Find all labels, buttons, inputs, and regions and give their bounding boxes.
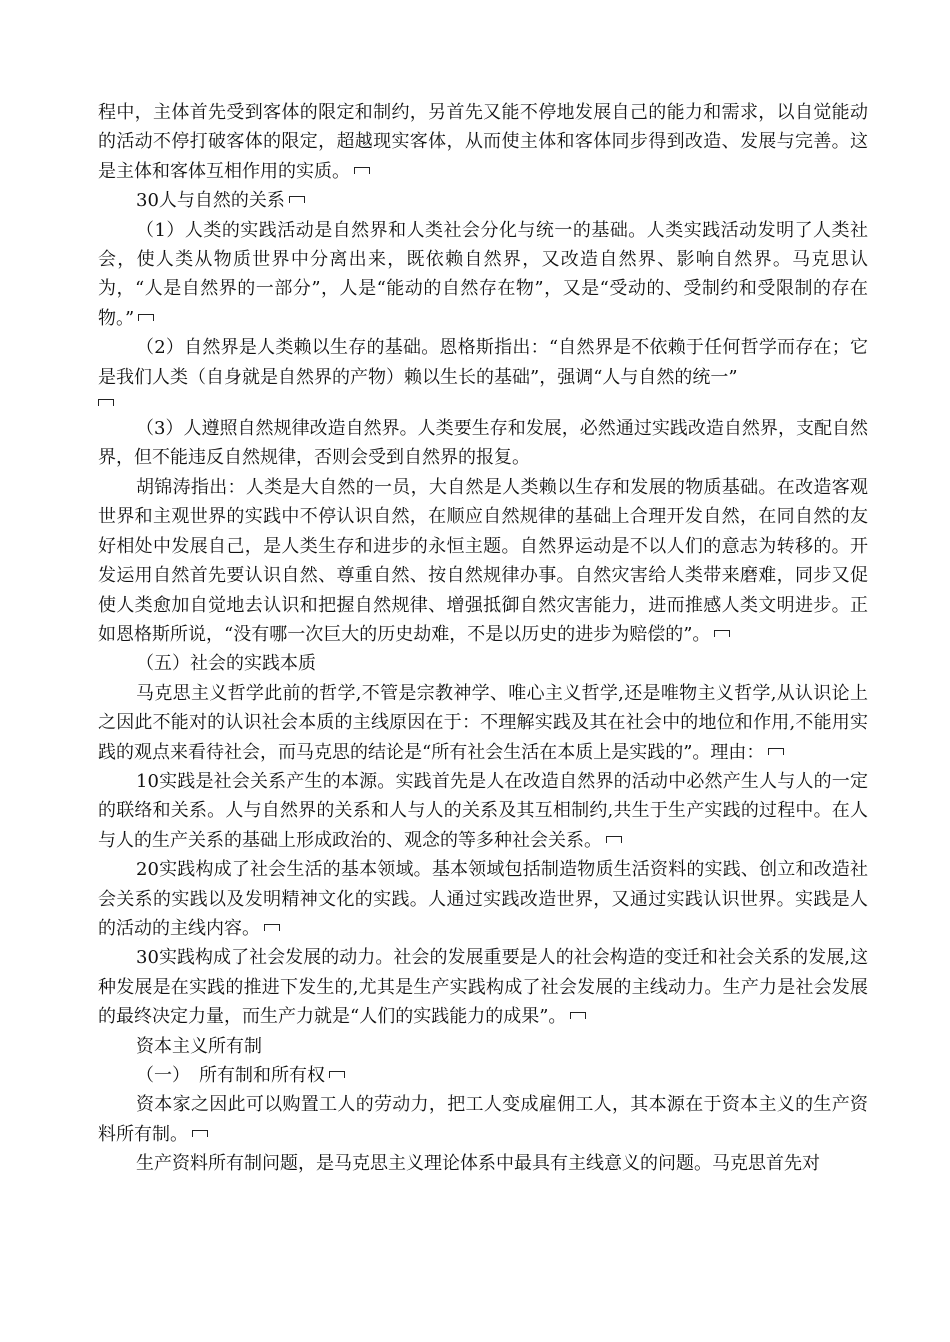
- paragraph-means-of-production: [98, 1149, 868, 1178]
- paragraph-text: （1）人类的实践活动是自然界和人类社会分化与统一的基础。人类实践活动发明了人类社会，使人类从物质世界中分离出来，既依赖自然界，又改造自然界、影响自然界。马克思认为，“人是自然界的一部分”，人是“能动的自然存在物”，又是“受动的、受制约和受限制的存在物。”: [98, 219, 868, 329]
- paragraph-text: 胡锦涛指出：人类是大自然的一员，大自然是人类赖以生存和发展的物质基础。在改造客观世界和主观世界的实践中不停认识自然，在顺应自然规律的基础上合理开发自然，在同自然的友好相处中发展自己，是人类生存和进步的永恒主题。自然界运动是不以人们的意志为转移的。开发运用自然首先要认识自然、尊重自然、按自然规律办事。自然灾害给人类带来磨难，同步又促使人类愈加自觉地去认识和把握自然规律、增强抵御自然灾害能力，进而推感人类文明进步。正如恩格斯所说，“没有哪一次巨大的历史劫难，不是以历史的进步为赔偿的”。: [98, 476, 868, 645]
- paragraph-mark-icon: [98, 399, 114, 408]
- heading-capitalist-ownership: [98, 1032, 868, 1061]
- paragraph-text: （3）人遵照自然规律改造自然界。人类要生存和发展，必然通过实践改造自然界，支配自然界，但不能违反自然规律，否则会受到自然界的报复。: [98, 418, 868, 469]
- paragraph-text: 30人与自然的关系: [136, 190, 285, 212]
- paragraph-text: （一） 所有制和所有权: [136, 1065, 325, 1086]
- paragraph-capitalist: [98, 1090, 868, 1149]
- paragraph-mark-icon: [768, 748, 784, 757]
- paragraph-reason-2: [98, 855, 868, 943]
- paragraph-text: 马克思主义哲学此前的哲学,不管是宗教神学、唯心主义哲学,还是唯物主义哲学,从认识论上之因此不能对的认识社会本质的主线原因在于：不理解实践及其在社会中的地位和作用,不能用实践的观点来看待社会，而马克思的结论是“所有社会生活在本质上是实践的”。理由：: [98, 682, 868, 763]
- paragraph-text: 30实践构成了社会发展的动力。社会的发展重要是人的社会构造的变迁和社会关系的发展,这种发展是在实践的推进下发生的,尤其是生产实践构成了社会发展的主线动力。生产力是社会发展的最终决定力量，而生产力就是“人们的实践能力的成果”。: [98, 947, 868, 1028]
- document-page: [98, 98, 868, 1179]
- paragraph-text: 生产资料所有制问题，是马克思主义理论体系中最具有主线意义的问题。马克思首先对: [136, 1153, 820, 1175]
- paragraph-mark-icon: [264, 924, 280, 933]
- paragraph-hu-jintao: [98, 473, 868, 649]
- paragraph-mark-icon: [329, 1071, 345, 1080]
- paragraph-text: （2）自然界是人类赖以生存的基础。恩格斯指出：“自然界是不依赖于任何哲学而存在；它是我们人类（自身就是自然界的产物）赖以生长的基础”，强调“人与自然的统一”: [98, 337, 868, 388]
- paragraph-reason-3: [98, 943, 868, 1031]
- paragraph-mark-icon: [570, 1012, 586, 1021]
- paragraph-mark-icon: [606, 836, 622, 845]
- paragraph-point-1: [98, 216, 868, 334]
- paragraph-subject-object: [98, 98, 868, 186]
- paragraph-mark-icon: [354, 167, 370, 176]
- heading-man-nature: [98, 186, 868, 215]
- heading-social-practice: [98, 649, 868, 678]
- paragraph-point-3: [98, 414, 868, 473]
- paragraph-text: 资本家之因此可以购置工人的劳动力，把工人变成雇佣工人，其本源在于资本主义的生产资料所有制。: [98, 1094, 868, 1145]
- paragraph-mark-icon: [138, 314, 154, 323]
- paragraph-mark-icon: [192, 1130, 208, 1139]
- heading-ownership-rights: [98, 1061, 868, 1090]
- paragraph-text: 20实践构成了社会生活的基本领域。基本领域包括制造物质生活资料的实践、创立和改造社会关系的实践以及发明精神文化的实践。人通过实践改造世界，又通过实践认识世界。实践是人的活动的主线内容。: [98, 859, 868, 939]
- paragraph-text: 资本主义所有制: [136, 1035, 262, 1057]
- paragraph-text: （五）社会的实践本质: [136, 653, 316, 675]
- paragraph-text: 10实践是社会关系产生的本源。实践首先是人在改造自然界的活动中必然产生人与人的一定的联络和关系。人与自然界的关系和人与人的关系及其互相制约,共生于生产实践的过程中。在人与人的生产关系的基础上形成政治的、观念的等多种社会关系。: [98, 770, 868, 851]
- paragraph-mark-icon: [289, 196, 305, 205]
- paragraph-point-2: [98, 333, 868, 408]
- paragraph-reason-1: [98, 767, 868, 855]
- paragraph-mark-icon: [714, 630, 730, 639]
- paragraph-text: 程中，主体首先受到客体的限定和制约，另首先又能不停地发展自己的能力和需求，以自觉能动的活动不停打破客体的限定，超越现实客体，从而使主体和客体同步得到改造、发展与完善。这是主体和客体互相作用的实质。: [98, 102, 868, 182]
- paragraph-marxism: [98, 679, 868, 767]
